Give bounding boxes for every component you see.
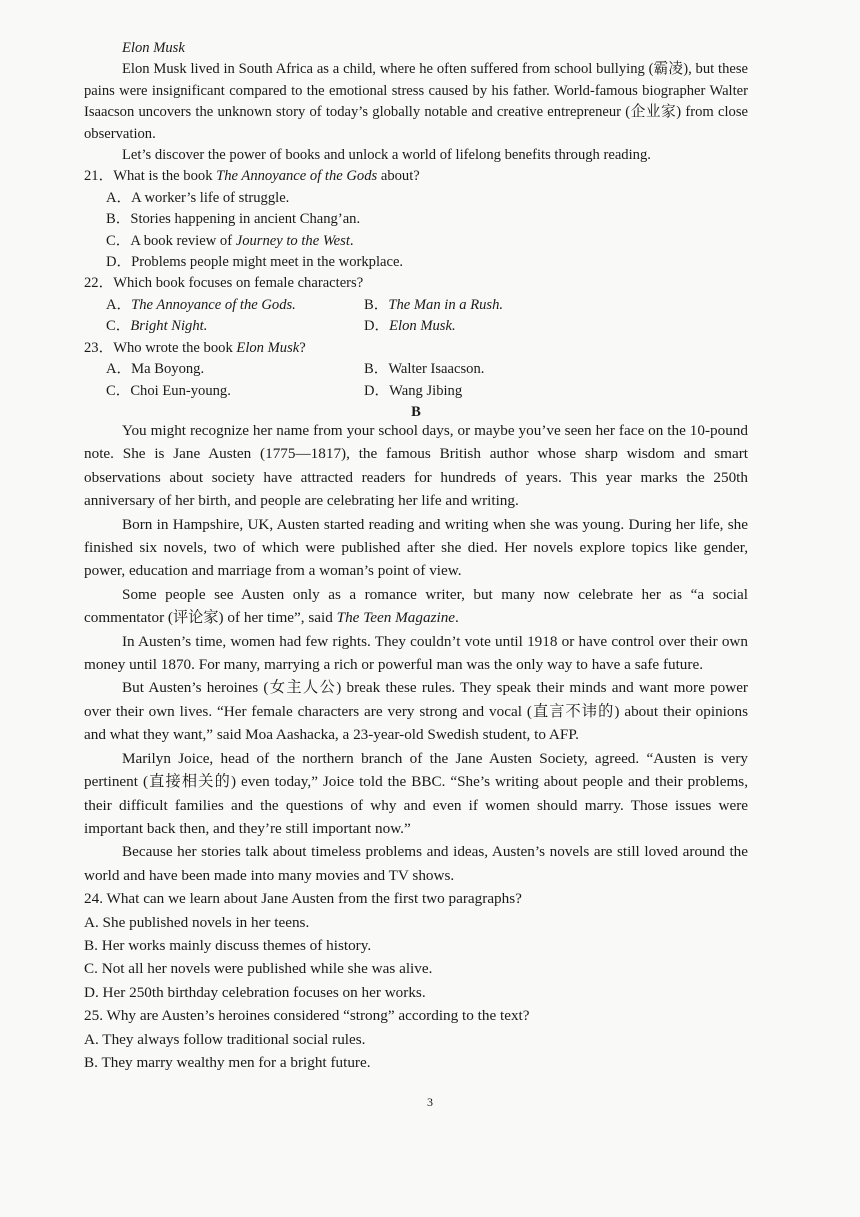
passage-paragraph-1: You might recognize her name from your school days, or maybe you’ve seen her face on the 10-pound note. She is Jane Austen (1775—1817), the famous British author whose sharp wisdom and smart observations about society have attracted readers for hundreds of years. This year marks the 250th anniversary of her birth, and people are celebrating her life and writing.	[84, 422, 748, 510]
question-22-stem: 22．Which book focuses on female characters?	[84, 275, 364, 292]
section-b-passage	[84, 419, 748, 1074]
option-22b: B．The Man in a Rush.	[364, 296, 504, 313]
question-24	[84, 887, 748, 1004]
option-21b: B．Stories happening in ancient Chang’an.	[106, 211, 361, 228]
book-description: Elon Musk lived in South Africa as a child, where he often suffered from school bullying (霸凌), but these pains were insignificant compared to the emotional stress caused by his father. World-famous biographer Walter Isaacson uncovers the unknown story of today’s globally notable and creative entrepreneur (企业家) from close observation.	[84, 61, 748, 142]
option-21d: D．Problems people might meet in the workplace.	[106, 254, 404, 271]
passage-paragraph-6: Marilyn Joice, head of the northern branch of the Jane Austen Society, agreed. “Austen is very pertinent (直接相关的) even today,” Joice told the BBC. “She’s writing about people and their problems, their difficult families and the questions of why and even if women should marry. Those issues were important back then, and they’re still important now.”	[84, 749, 748, 837]
page-number: 3	[427, 1095, 433, 1109]
question-24-stem: 24. What can we learn about Jane Austen from the first two paragraphs?	[84, 890, 522, 908]
option-23b: B．Walter Isaacson.	[364, 361, 485, 378]
option-23a: A．Ma Boyong.	[106, 361, 205, 378]
option-24a: A. She published novels in her teens.	[84, 913, 310, 931]
closing-line: Let’s discover the power of books and unlock a world of lifelong benefits through reading.	[122, 147, 651, 164]
question-23: 23．Who wrote the book Elon Musk? A．Ma Boyong. B．Walter Isaacson. C．Choi Eun-young. D．Wang Jibing	[84, 338, 748, 402]
question-21: 21．What is the book The Annoyance of the Gods about? A．A worker’s life of struggle. B．Stories happening in ancient Chang’an. C．A book review of Journey to the West. D．Problems people might meet in the workplace.	[84, 166, 748, 273]
option-24d: D. Her 250th birthday celebration focuses on her works.	[84, 983, 426, 1001]
option-23c: C．Choi Eun-young.	[106, 382, 231, 399]
option-23d: D．Wang Jibing	[364, 382, 463, 399]
option-25a: A. They always follow traditional social rules.	[84, 1030, 366, 1048]
section-b-label: B	[411, 403, 421, 420]
option-22d: D．Elon Musk.	[364, 318, 456, 335]
passage-paragraph-3: Some people see Austen only as a romance writer, but many now celebrate her as “a social commentator (评论家) of her time”, said The Teen Magazine.	[84, 585, 748, 627]
option-24c: C. Not all her novels were published while she was alive.	[84, 960, 433, 978]
passage-paragraph-2: Born in Hampshire, UK, Austen started reading and writing when she was young. During her life, she finished six novels, two of which were published after she died. Her novels explore topics like gender, power, education and marriage from a woman’s point of view.	[84, 515, 748, 580]
book-heading: Elon Musk	[122, 40, 185, 56]
section-a-continuation	[84, 38, 748, 423]
option-24b: B. Her works mainly discuss themes of history.	[84, 936, 372, 954]
passage-paragraph-4: In Austen’s time, women had few rights. They couldn’t vote until 1918 or have control over their own money until 1870. For many, marrying a rich or powerful man was the only way to have a safe future.	[84, 632, 748, 674]
question-22	[84, 273, 748, 337]
option-21c: C．A book review of Journey to the West.	[106, 232, 354, 249]
option-25b: B. They marry wealthy men for a bright future.	[84, 1053, 371, 1071]
option-21a: A．A worker’s life of struggle.	[106, 189, 290, 206]
option-22c: C．Bright Night.	[106, 318, 208, 335]
option-22a: A．The Annoyance of the Gods.	[106, 296, 296, 313]
passage-paragraph-7: Because her stories talk about timeless problems and ideas, Austen’s novels are still loved around the world and have been made into many movies and TV shows.	[84, 843, 748, 884]
question-25-stem: 25. Why are Austen’s heroines considered “strong” according to the text?	[84, 1007, 530, 1025]
question-25	[84, 1004, 748, 1074]
passage-paragraph-5: But Austen’s heroines (女主人公) break these rules. They speak their minds and want more power over their own lives. “Her female characters are very strong and vocal (直言不讳的) about their opinions and what they want,” said Moa Aashacka, a 23-year-old Swedish student, to AFP.	[84, 679, 748, 744]
